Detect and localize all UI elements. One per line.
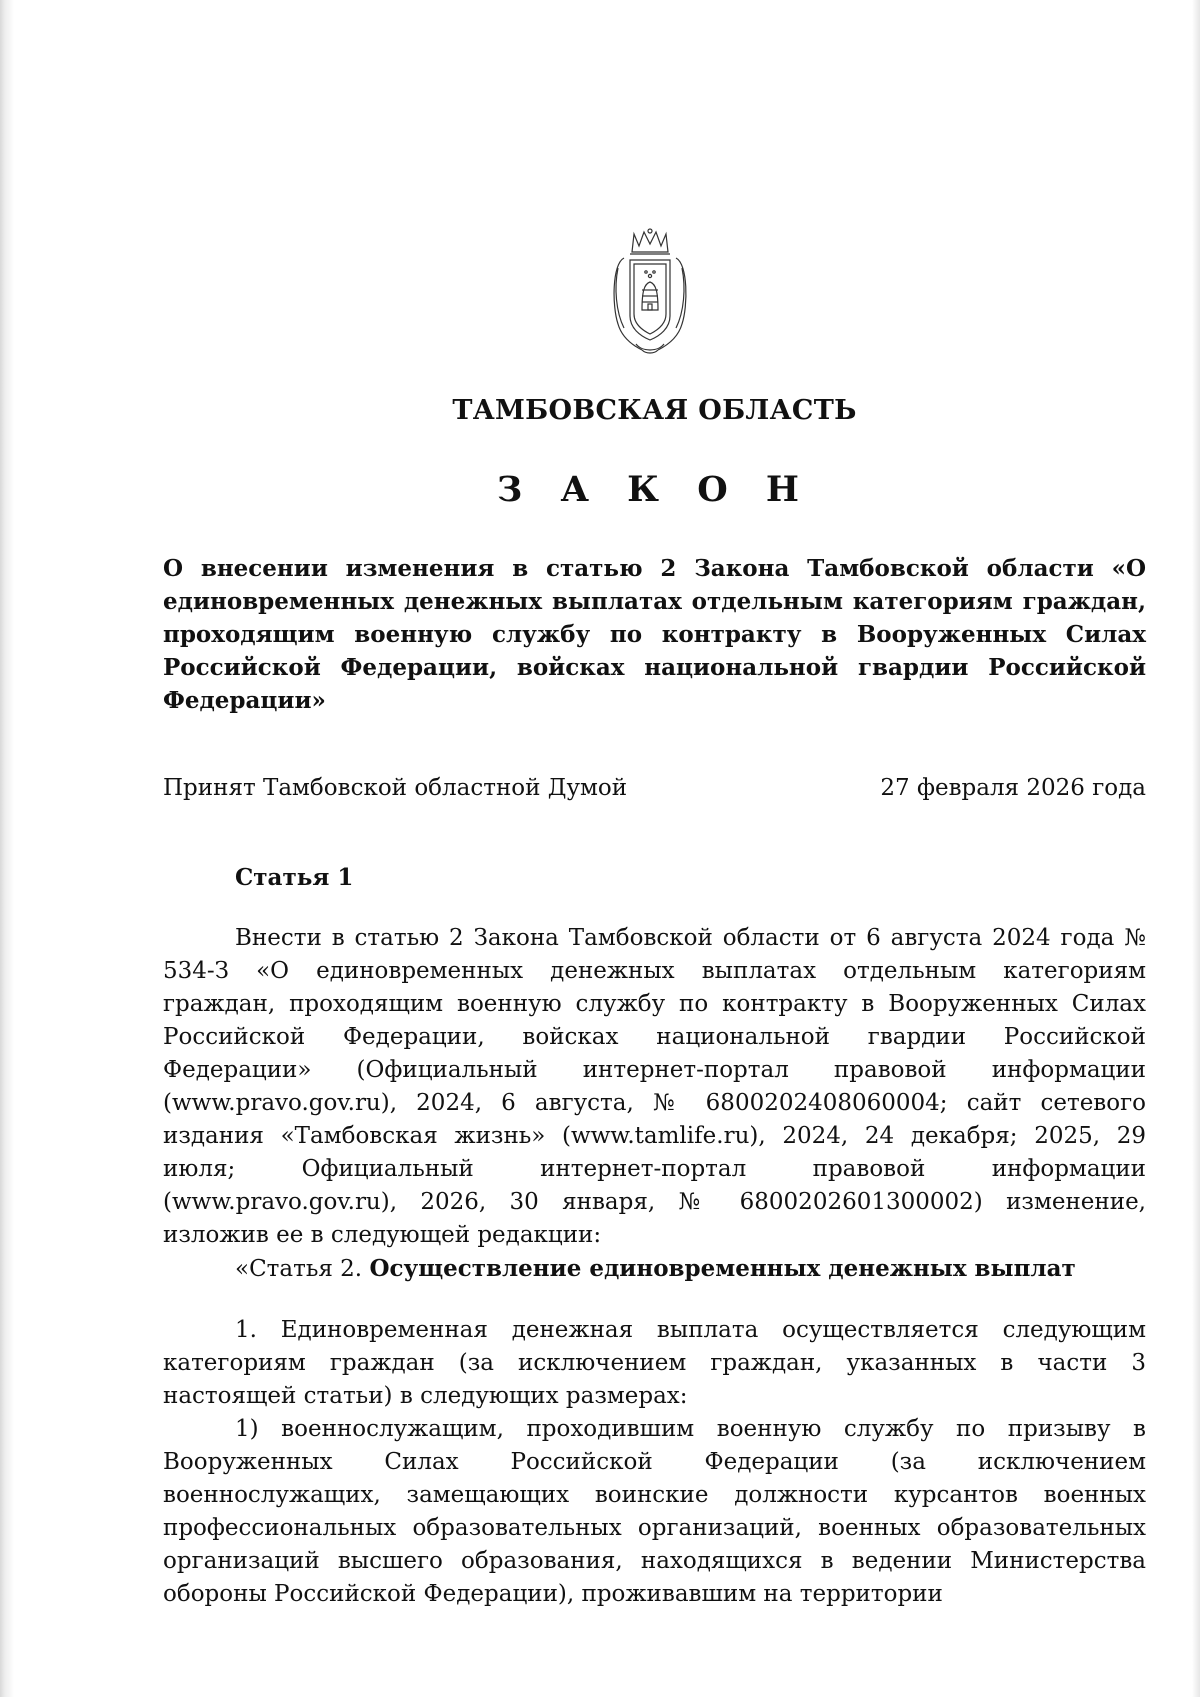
article-1-intro: Внести в статью 2 Закона Тамбовской области от 6 августа 2024 года № 534-З «О единовременных денежных выплатах отдельным категориям граждан, проходящим военную службу по контракту в Вооруженных Силах Российской Федерации, войсках национальной гвардии Российской Федерации» (Официальный интернет-портал правовой информации (www.pravo.gov.ru), 2024, 6 августа, № 6800202408060004; сайт сетевого издания «Тамбовская жизнь» (www.tamlife.ru), 2024, 24 декабря; 2025, 29 июля; Официальный интернет-портал правовой информации (www.pravo.gov.ru), 2026, 30 января, № 6800202601300002) изменение, изложив ее в следующей редакции: bbox=[163, 925, 1146, 1248]
subpoint-1: 1) военнослужащим, проходившим военную службу по призыву в Вооруженных Силах Российской Федерации (за исключением военнослужащих, замещающих воинские должности курсантов военных профессиональных образовательных организаций, военных образовательных организаций высшего образования, находящихся в ведении Министерства обороны Российской Федерации), проживавшим на территории bbox=[163, 1416, 1146, 1607]
quoted-article-title: Осуществление единовременных денежных выплат bbox=[369, 1255, 1076, 1282]
adoption-date: 27 февраля 2026 года bbox=[880, 775, 1146, 801]
scan-edge-left bbox=[0, 0, 14, 1697]
article-1-heading: Статья 1 bbox=[235, 864, 354, 891]
quoted-article-prefix: «Статья 2. bbox=[235, 1256, 363, 1282]
point-1: 1. Единовременная денежная выплата осуществляется следующим категориям граждан (за исключением граждан, указанных в части 3 настоящей статьи) в следующих размерах: bbox=[163, 1317, 1146, 1409]
article-1-body bbox=[163, 922, 1146, 1611]
law-title: З А К О Н bbox=[497, 469, 812, 510]
scan-edge-right bbox=[1192, 0, 1200, 1697]
quoted-article-heading bbox=[163, 1252, 1146, 1286]
adoption-label: Принят Тамбовской областной Думой bbox=[163, 775, 628, 801]
coat-of-arms-icon bbox=[606, 228, 694, 360]
region-title: ТАМБОВСКАЯ ОБЛАСТЬ bbox=[452, 395, 857, 426]
adoption-line bbox=[163, 775, 1146, 801]
law-subject: О внесении изменения в статью 2 Закона Тамбовской области «О единовременных денежных выплатах отдельным категориям граждан, проходящим военную службу по контракту в Вооруженных Силах Российской Федерации, войсках национальной гвардии Российской Федерации» bbox=[163, 555, 1146, 714]
